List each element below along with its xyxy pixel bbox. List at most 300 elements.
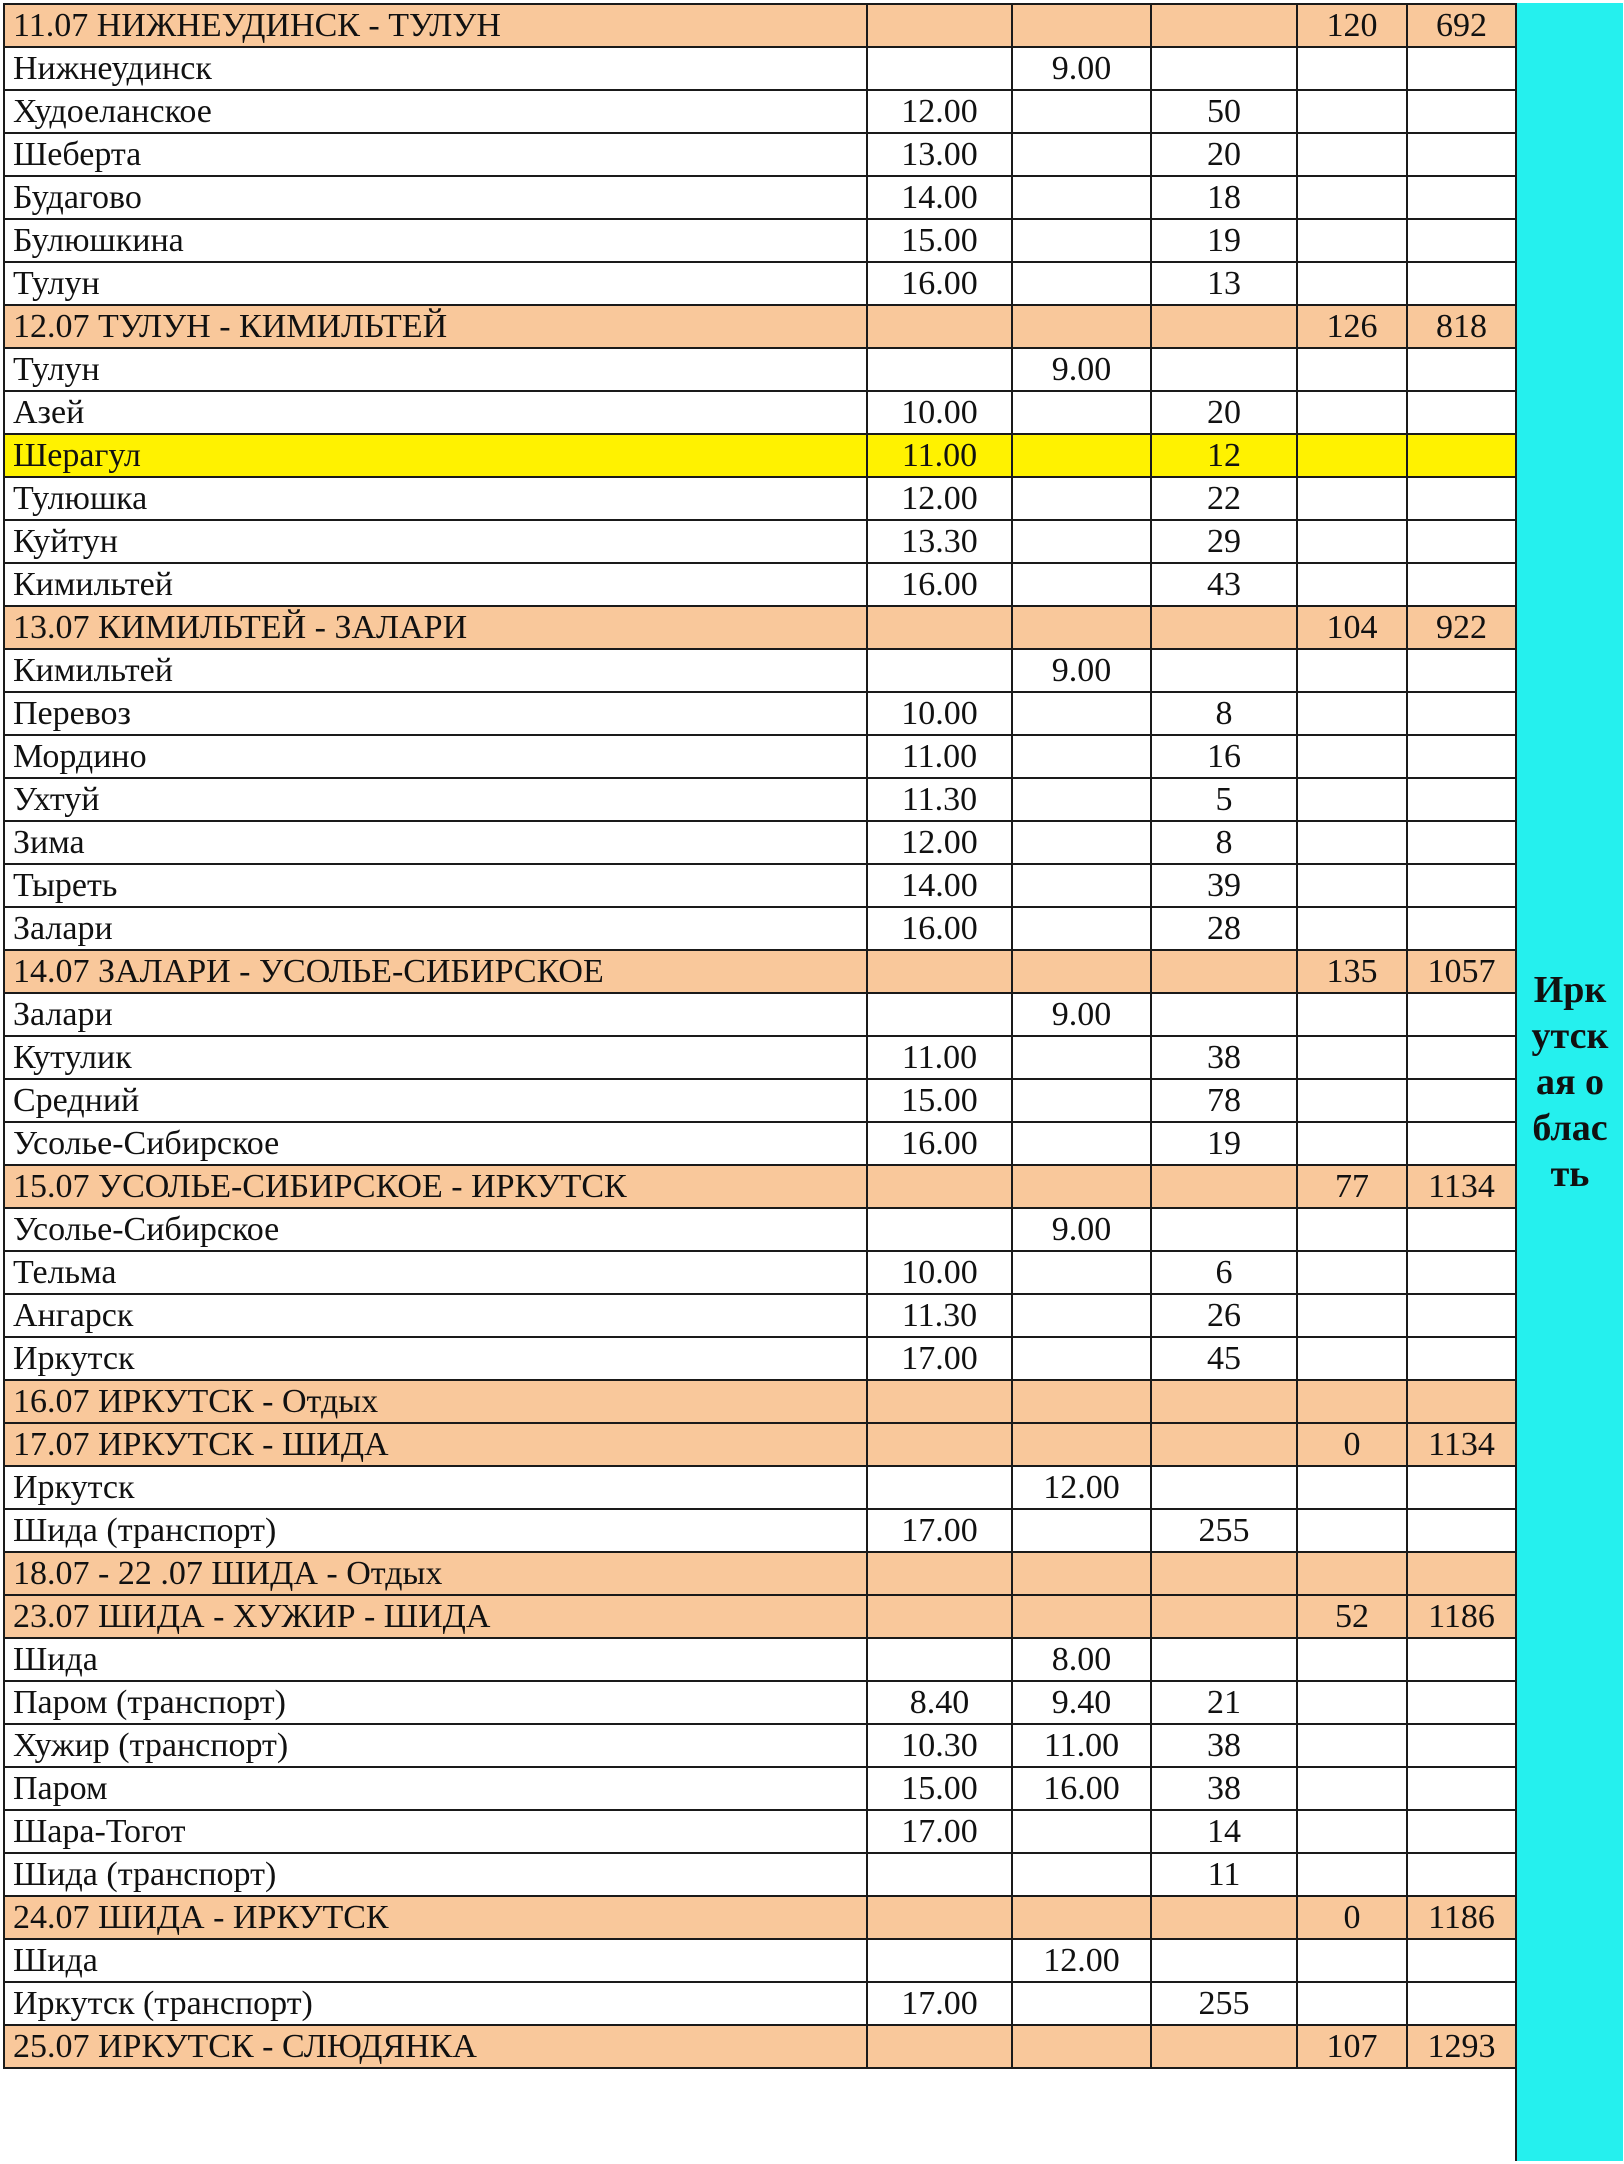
stop-row [4, 1079, 1516, 1122]
place-cell[interactable]: Шерагул [4, 434, 867, 477]
total-km-cell[interactable] [1407, 692, 1516, 735]
day-km-cell[interactable] [1297, 1079, 1407, 1122]
arrival-time-cell[interactable]: 11.00 [867, 735, 1012, 778]
place-cell[interactable]: Залари [4, 993, 867, 1036]
arrival-time-cell[interactable] [867, 1853, 1012, 1896]
arrival-time-cell[interactable] [867, 305, 1012, 348]
departure-time-cell[interactable] [1012, 1982, 1151, 2025]
segment-km-cell[interactable]: 21 [1151, 1681, 1297, 1724]
place-cell[interactable]: Паром (транспорт) [4, 1681, 867, 1724]
place-cell[interactable]: Куйтун [4, 520, 867, 563]
day-km-cell[interactable] [1297, 1638, 1407, 1681]
arrival-time-cell[interactable]: 15.00 [867, 1767, 1012, 1810]
segment-km-cell[interactable] [1151, 1552, 1297, 1595]
day-km-cell[interactable] [1297, 262, 1407, 305]
segment-km-cell[interactable]: 8 [1151, 821, 1297, 864]
total-km-cell[interactable] [1407, 1982, 1516, 2025]
departure-time-cell[interactable] [1012, 219, 1151, 262]
arrival-time-cell[interactable] [867, 1380, 1012, 1423]
arrival-time-cell[interactable] [867, 1165, 1012, 1208]
place-cell[interactable]: Хужир (транспорт) [4, 1724, 867, 1767]
departure-time-cell[interactable] [1012, 1896, 1151, 1939]
arrival-time-cell[interactable] [867, 1552, 1012, 1595]
total-km-cell[interactable] [1407, 821, 1516, 864]
total-km-cell[interactable] [1407, 262, 1516, 305]
arrival-time-cell[interactable]: 15.00 [867, 1079, 1012, 1122]
segment-km-cell[interactable] [1151, 950, 1297, 993]
arrival-time-cell[interactable]: 17.00 [867, 1337, 1012, 1380]
segment-km-cell[interactable] [1151, 1896, 1297, 1939]
arrival-time-cell[interactable]: 11.00 [867, 1036, 1012, 1079]
departure-time-cell[interactable] [1012, 821, 1151, 864]
segment-km-cell[interactable]: 8 [1151, 692, 1297, 735]
stop-row [4, 391, 1516, 434]
day-km-cell[interactable]: 104 [1297, 606, 1407, 649]
segment-km-cell[interactable]: 50 [1151, 90, 1297, 133]
total-km-cell[interactable] [1407, 176, 1516, 219]
day-km-cell[interactable] [1297, 1767, 1407, 1810]
arrival-time-cell[interactable] [867, 993, 1012, 1036]
place-cell[interactable]: Паром [4, 1767, 867, 1810]
total-km-cell[interactable] [1407, 1853, 1516, 1896]
segment-km-cell[interactable]: 14 [1151, 1810, 1297, 1853]
day-km-cell[interactable] [1297, 778, 1407, 821]
total-km-cell[interactable] [1407, 1337, 1516, 1380]
departure-time-cell[interactable] [1012, 1294, 1151, 1337]
place-cell[interactable]: 12.07 ТУЛУН - КИМИЛЬТЕЙ [4, 305, 867, 348]
segment-km-cell[interactable] [1151, 1423, 1297, 1466]
day-km-cell[interactable] [1297, 434, 1407, 477]
place-cell[interactable]: Иркутск [4, 1466, 867, 1509]
place-cell[interactable]: Тулун [4, 348, 867, 391]
day-km-cell[interactable] [1297, 348, 1407, 391]
segment-km-cell[interactable]: 16 [1151, 735, 1297, 778]
total-km-cell[interactable]: 1186 [1407, 1595, 1516, 1638]
place-cell[interactable]: Зима [4, 821, 867, 864]
place-cell[interactable]: Нижнеудинск [4, 47, 867, 90]
departure-time-cell[interactable] [1012, 133, 1151, 176]
stop-row [4, 219, 1516, 262]
departure-time-cell[interactable] [1012, 907, 1151, 950]
stop-row [4, 434, 1516, 477]
departure-time-cell[interactable]: 9.00 [1012, 649, 1151, 692]
place-cell[interactable]: Иркутск [4, 1337, 867, 1380]
stop-row [4, 1466, 1516, 1509]
segment-km-cell[interactable] [1151, 993, 1297, 1036]
departure-time-cell[interactable]: 9.00 [1012, 47, 1151, 90]
total-km-cell[interactable] [1407, 477, 1516, 520]
stop-row [4, 90, 1516, 133]
segment-km-cell[interactable]: 38 [1151, 1724, 1297, 1767]
departure-time-cell[interactable] [1012, 950, 1151, 993]
segment-km-cell[interactable] [1151, 1638, 1297, 1681]
day-km-cell[interactable] [1297, 1036, 1407, 1079]
segment-km-cell[interactable]: 26 [1151, 1294, 1297, 1337]
departure-time-cell[interactable] [1012, 735, 1151, 778]
place-cell[interactable]: Шида [4, 1939, 867, 1982]
total-km-cell[interactable] [1407, 649, 1516, 692]
segment-km-cell[interactable] [1151, 348, 1297, 391]
stop-row [4, 993, 1516, 1036]
total-km-cell[interactable] [1407, 219, 1516, 262]
segment-km-cell[interactable]: 29 [1151, 520, 1297, 563]
departure-time-cell[interactable]: 11.00 [1012, 1724, 1151, 1767]
departure-time-cell[interactable] [1012, 1251, 1151, 1294]
arrival-time-cell[interactable] [867, 1896, 1012, 1939]
departure-time-cell[interactable] [1012, 520, 1151, 563]
place-cell[interactable]: Залари [4, 907, 867, 950]
arrival-time-cell[interactable] [867, 1638, 1012, 1681]
arrival-time-cell[interactable]: 10.00 [867, 391, 1012, 434]
arrival-time-cell[interactable]: 17.00 [867, 1509, 1012, 1552]
segment-km-cell[interactable]: 22 [1151, 477, 1297, 520]
arrival-time-cell[interactable]: 8.40 [867, 1681, 1012, 1724]
place-cell[interactable]: Усолье-Сибирское [4, 1122, 867, 1165]
place-cell[interactable]: Шида [4, 1638, 867, 1681]
total-km-cell[interactable] [1407, 1509, 1516, 1552]
day-km-cell[interactable]: 120 [1297, 4, 1407, 47]
place-cell[interactable]: Ухтуй [4, 778, 867, 821]
arrival-time-cell[interactable]: 11.00 [867, 434, 1012, 477]
departure-time-cell[interactable] [1012, 606, 1151, 649]
departure-time-cell[interactable] [1012, 1595, 1151, 1638]
departure-time-cell[interactable]: 9.00 [1012, 1208, 1151, 1251]
arrival-time-cell[interactable]: 10.30 [867, 1724, 1012, 1767]
arrival-time-cell[interactable] [867, 4, 1012, 47]
total-km-cell[interactable] [1407, 348, 1516, 391]
place-cell[interactable]: Кимильтей [4, 563, 867, 606]
day-km-cell[interactable] [1297, 391, 1407, 434]
total-km-cell[interactable] [1407, 563, 1516, 606]
segment-km-cell[interactable]: 19 [1151, 219, 1297, 262]
departure-time-cell[interactable] [1012, 305, 1151, 348]
total-km-cell[interactable] [1407, 1122, 1516, 1165]
place-cell[interactable]: Худоеланское [4, 90, 867, 133]
departure-time-cell[interactable] [1012, 262, 1151, 305]
segment-km-cell[interactable] [1151, 606, 1297, 649]
day-km-cell[interactable] [1297, 563, 1407, 606]
departure-time-cell[interactable] [1012, 1036, 1151, 1079]
total-km-cell[interactable] [1407, 993, 1516, 1036]
departure-time-cell[interactable] [1012, 1337, 1151, 1380]
segment-km-cell[interactable]: 255 [1151, 1982, 1297, 2025]
stop-row [4, 520, 1516, 563]
day-km-cell[interactable] [1297, 1251, 1407, 1294]
arrival-time-cell[interactable]: 10.00 [867, 1251, 1012, 1294]
total-km-cell[interactable] [1407, 1466, 1516, 1509]
arrival-time-cell[interactable] [867, 1595, 1012, 1638]
segment-km-cell[interactable]: 20 [1151, 391, 1297, 434]
arrival-time-cell[interactable]: 16.00 [867, 1122, 1012, 1165]
total-km-cell[interactable] [1407, 1251, 1516, 1294]
total-km-cell[interactable] [1407, 1939, 1516, 1982]
total-km-cell[interactable]: 922 [1407, 606, 1516, 649]
total-km-cell[interactable] [1407, 1767, 1516, 1810]
segment-km-cell[interactable] [1151, 1208, 1297, 1251]
place-cell[interactable]: 25.07 ИРКУТСК - СЛЮДЯНКА [4, 2025, 867, 2068]
segment-km-cell[interactable]: 11 [1151, 1853, 1297, 1896]
total-km-cell[interactable]: 1293 [1407, 2025, 1516, 2068]
day-km-cell[interactable] [1297, 907, 1407, 950]
total-km-cell[interactable] [1407, 735, 1516, 778]
place-cell[interactable]: 15.07 УСОЛЬЕ-СИБИРСКОЕ - ИРКУТСК [4, 1165, 867, 1208]
place-cell[interactable]: Шида (транспорт) [4, 1853, 867, 1896]
place-cell[interactable]: Средний [4, 1079, 867, 1122]
segment-km-cell[interactable] [1151, 305, 1297, 348]
departure-time-cell[interactable] [1012, 2025, 1151, 2068]
departure-time-cell[interactable] [1012, 1079, 1151, 1122]
total-km-cell[interactable] [1407, 1380, 1516, 1423]
departure-time-cell[interactable] [1012, 1380, 1151, 1423]
departure-time-cell[interactable] [1012, 4, 1151, 47]
arrival-time-cell[interactable] [867, 1208, 1012, 1251]
place-cell[interactable]: 18.07 - 22 .07 ШИДА - Отдых [4, 1552, 867, 1595]
segment-km-cell[interactable]: 28 [1151, 907, 1297, 950]
total-km-cell[interactable] [1407, 90, 1516, 133]
place-cell[interactable]: Усолье-Сибирское [4, 1208, 867, 1251]
arrival-time-cell[interactable] [867, 606, 1012, 649]
total-km-cell[interactable]: 818 [1407, 305, 1516, 348]
departure-time-cell[interactable]: 9.00 [1012, 348, 1151, 391]
segment-km-cell[interactable]: 78 [1151, 1079, 1297, 1122]
arrival-time-cell[interactable]: 11.30 [867, 1294, 1012, 1337]
day-km-cell[interactable]: 135 [1297, 950, 1407, 993]
total-km-cell[interactable] [1407, 1638, 1516, 1681]
day-km-cell[interactable] [1297, 864, 1407, 907]
stop-row [4, 778, 1516, 821]
arrival-time-cell[interactable]: 17.00 [867, 1982, 1012, 2025]
day-km-cell[interactable] [1297, 219, 1407, 262]
arrival-time-cell[interactable] [867, 2025, 1012, 2068]
arrival-time-cell[interactable]: 12.00 [867, 821, 1012, 864]
place-cell[interactable]: Иркутск (транспорт) [4, 1982, 867, 2025]
departure-time-cell[interactable]: 8.00 [1012, 1638, 1151, 1681]
segment-km-cell[interactable] [1151, 1466, 1297, 1509]
departure-time-cell[interactable] [1012, 1165, 1151, 1208]
day-km-cell[interactable] [1297, 1939, 1407, 1982]
departure-time-cell[interactable] [1012, 1552, 1151, 1595]
departure-time-cell[interactable] [1012, 1810, 1151, 1853]
day-km-cell[interactable] [1297, 133, 1407, 176]
total-km-cell[interactable]: 1186 [1407, 1896, 1516, 1939]
place-cell[interactable]: Будагово [4, 176, 867, 219]
segment-km-cell[interactable]: 18 [1151, 176, 1297, 219]
arrival-time-cell[interactable] [867, 47, 1012, 90]
segment-km-cell[interactable]: 39 [1151, 864, 1297, 907]
segment-km-cell[interactable]: 38 [1151, 1036, 1297, 1079]
place-cell[interactable]: Кимильтей [4, 649, 867, 692]
departure-time-cell[interactable]: 12.00 [1012, 1939, 1151, 1982]
place-cell[interactable]: 24.07 ШИДА - ИРКУТСК [4, 1896, 867, 1939]
day-km-cell[interactable] [1297, 692, 1407, 735]
departure-time-cell[interactable]: 9.40 [1012, 1681, 1151, 1724]
day-km-cell[interactable] [1297, 1724, 1407, 1767]
day-km-cell[interactable] [1297, 1337, 1407, 1380]
place-cell[interactable]: Азей [4, 391, 867, 434]
stop-row [4, 907, 1516, 950]
departure-time-cell[interactable] [1012, 1423, 1151, 1466]
segment-km-cell[interactable] [1151, 47, 1297, 90]
place-cell[interactable]: 16.07 ИРКУТСК - Отдых [4, 1380, 867, 1423]
departure-time-cell[interactable]: 16.00 [1012, 1767, 1151, 1810]
day-km-cell[interactable] [1297, 821, 1407, 864]
total-km-cell[interactable] [1407, 47, 1516, 90]
day-km-cell[interactable]: 126 [1297, 305, 1407, 348]
departure-time-cell[interactable] [1012, 563, 1151, 606]
arrival-time-cell[interactable]: 11.30 [867, 778, 1012, 821]
departure-time-cell[interactable] [1012, 778, 1151, 821]
day-km-cell[interactable]: 52 [1297, 1595, 1407, 1638]
place-cell[interactable]: Шеберта [4, 133, 867, 176]
segment-km-cell[interactable] [1151, 1380, 1297, 1423]
day-km-cell[interactable] [1297, 1509, 1407, 1552]
place-cell[interactable]: Булюшкина [4, 219, 867, 262]
total-km-cell[interactable] [1407, 1724, 1516, 1767]
place-cell[interactable]: Шида (транспорт) [4, 1509, 867, 1552]
day-km-cell[interactable] [1297, 1466, 1407, 1509]
place-cell[interactable]: 17.07 ИРКУТСК - ШИДА [4, 1423, 867, 1466]
region-cell[interactable] [1515, 3, 1623, 2161]
departure-time-cell[interactable] [1012, 1853, 1151, 1896]
arrival-time-cell[interactable]: 14.00 [867, 176, 1012, 219]
arrival-time-cell[interactable]: 13.00 [867, 133, 1012, 176]
total-km-cell[interactable]: 692 [1407, 4, 1516, 47]
arrival-time-cell[interactable]: 12.00 [867, 90, 1012, 133]
place-cell[interactable]: Тулюшка [4, 477, 867, 520]
day-km-cell[interactable] [1297, 47, 1407, 90]
day-km-cell[interactable]: 0 [1297, 1423, 1407, 1466]
day-km-cell[interactable] [1297, 1810, 1407, 1853]
segment-km-cell[interactable]: 12 [1151, 434, 1297, 477]
day-km-cell[interactable] [1297, 649, 1407, 692]
segment-km-cell[interactable]: 19 [1151, 1122, 1297, 1165]
segment-km-cell[interactable] [1151, 649, 1297, 692]
day-km-cell[interactable]: 107 [1297, 2025, 1407, 2068]
arrival-time-cell[interactable]: 12.00 [867, 477, 1012, 520]
place-cell[interactable]: 23.07 ШИДА - ХУЖИР - ШИДА [4, 1595, 867, 1638]
day-km-cell[interactable] [1297, 993, 1407, 1036]
total-km-cell[interactable]: 1134 [1407, 1165, 1516, 1208]
departure-time-cell[interactable]: 12.00 [1012, 1466, 1151, 1509]
total-km-cell[interactable] [1407, 778, 1516, 821]
total-km-cell[interactable] [1407, 1079, 1516, 1122]
departure-time-cell[interactable] [1012, 90, 1151, 133]
total-km-cell[interactable] [1407, 1810, 1516, 1853]
arrival-time-cell[interactable]: 16.00 [867, 907, 1012, 950]
total-km-cell[interactable]: 1134 [1407, 1423, 1516, 1466]
arrival-time-cell[interactable] [867, 1466, 1012, 1509]
day-km-cell[interactable] [1297, 1853, 1407, 1896]
segment-km-cell[interactable]: 20 [1151, 133, 1297, 176]
day-km-cell[interactable] [1297, 176, 1407, 219]
total-km-cell[interactable] [1407, 907, 1516, 950]
arrival-time-cell[interactable]: 15.00 [867, 219, 1012, 262]
arrival-time-cell[interactable] [867, 950, 1012, 993]
arrival-time-cell[interactable] [867, 1939, 1012, 1982]
arrival-time-cell[interactable] [867, 649, 1012, 692]
departure-time-cell[interactable] [1012, 692, 1151, 735]
day-km-cell[interactable] [1297, 1982, 1407, 2025]
departure-time-cell[interactable] [1012, 477, 1151, 520]
place-cell[interactable]: Тыреть [4, 864, 867, 907]
departure-time-cell[interactable] [1012, 176, 1151, 219]
arrival-time-cell[interactable]: 14.00 [867, 864, 1012, 907]
stop-row [4, 133, 1516, 176]
total-km-cell[interactable] [1407, 1208, 1516, 1251]
segment-km-cell[interactable]: 43 [1151, 563, 1297, 606]
place-cell[interactable]: Мордино [4, 735, 867, 778]
place-cell[interactable]: Ангарск [4, 1294, 867, 1337]
place-cell[interactable]: 13.07 КИМИЛЬТЕЙ - ЗАЛАРИ [4, 606, 867, 649]
day-km-cell[interactable] [1297, 520, 1407, 563]
day-km-cell[interactable] [1297, 1681, 1407, 1724]
arrival-time-cell[interactable] [867, 348, 1012, 391]
place-cell[interactable]: Тулун [4, 262, 867, 305]
segment-km-cell[interactable]: 5 [1151, 778, 1297, 821]
segment-km-cell[interactable]: 45 [1151, 1337, 1297, 1380]
place-cell[interactable]: 14.07 ЗАЛАРИ - УСОЛЬЕ-СИБИРСКОЕ [4, 950, 867, 993]
segment-km-cell[interactable]: 255 [1151, 1509, 1297, 1552]
segment-km-cell[interactable] [1151, 2025, 1297, 2068]
total-km-cell[interactable] [1407, 1036, 1516, 1079]
arrival-time-cell[interactable]: 16.00 [867, 563, 1012, 606]
total-km-cell[interactable] [1407, 434, 1516, 477]
segment-km-cell[interactable] [1151, 1165, 1297, 1208]
day-km-cell[interactable] [1297, 735, 1407, 778]
total-km-cell[interactable] [1407, 1294, 1516, 1337]
place-cell[interactable]: Кутулик [4, 1036, 867, 1079]
departure-time-cell[interactable] [1012, 434, 1151, 477]
departure-time-cell[interactable] [1012, 391, 1151, 434]
total-km-cell[interactable] [1407, 391, 1516, 434]
departure-time-cell[interactable] [1012, 1122, 1151, 1165]
arrival-time-cell[interactable]: 17.00 [867, 1810, 1012, 1853]
day-km-cell[interactable] [1297, 1294, 1407, 1337]
day-km-cell[interactable] [1297, 1122, 1407, 1165]
place-cell[interactable]: 11.07 НИЖНЕУДИНСК - ТУЛУН [4, 4, 867, 47]
total-km-cell[interactable] [1407, 1681, 1516, 1724]
day-km-cell[interactable] [1297, 1208, 1407, 1251]
day-km-cell[interactable] [1297, 477, 1407, 520]
place-cell[interactable]: Тельма [4, 1251, 867, 1294]
segment-km-cell[interactable]: 13 [1151, 262, 1297, 305]
day-km-cell[interactable] [1297, 1380, 1407, 1423]
day-km-cell[interactable]: 77 [1297, 1165, 1407, 1208]
departure-time-cell[interactable]: 9.00 [1012, 993, 1151, 1036]
total-km-cell[interactable] [1407, 1552, 1516, 1595]
arrival-time-cell[interactable]: 10.00 [867, 692, 1012, 735]
segment-km-cell[interactable] [1151, 1939, 1297, 1982]
segment-km-cell[interactable] [1151, 4, 1297, 47]
total-km-cell[interactable] [1407, 864, 1516, 907]
segment-km-cell[interactable]: 38 [1151, 1767, 1297, 1810]
place-cell[interactable]: Перевоз [4, 692, 867, 735]
total-km-cell[interactable] [1407, 133, 1516, 176]
day-km-cell[interactable] [1297, 1552, 1407, 1595]
departure-time-cell[interactable] [1012, 864, 1151, 907]
total-km-cell[interactable]: 1057 [1407, 950, 1516, 993]
segment-km-cell[interactable] [1151, 1595, 1297, 1638]
day-km-cell[interactable] [1297, 90, 1407, 133]
departure-time-cell[interactable] [1012, 1509, 1151, 1552]
segment-km-cell[interactable]: 6 [1151, 1251, 1297, 1294]
total-km-cell[interactable] [1407, 520, 1516, 563]
place-cell[interactable]: Шара-Тогот [4, 1810, 867, 1853]
arrival-time-cell[interactable]: 13.30 [867, 520, 1012, 563]
arrival-time-cell[interactable]: 16.00 [867, 262, 1012, 305]
day-km-cell[interactable]: 0 [1297, 1896, 1407, 1939]
arrival-time-cell[interactable] [867, 1423, 1012, 1466]
